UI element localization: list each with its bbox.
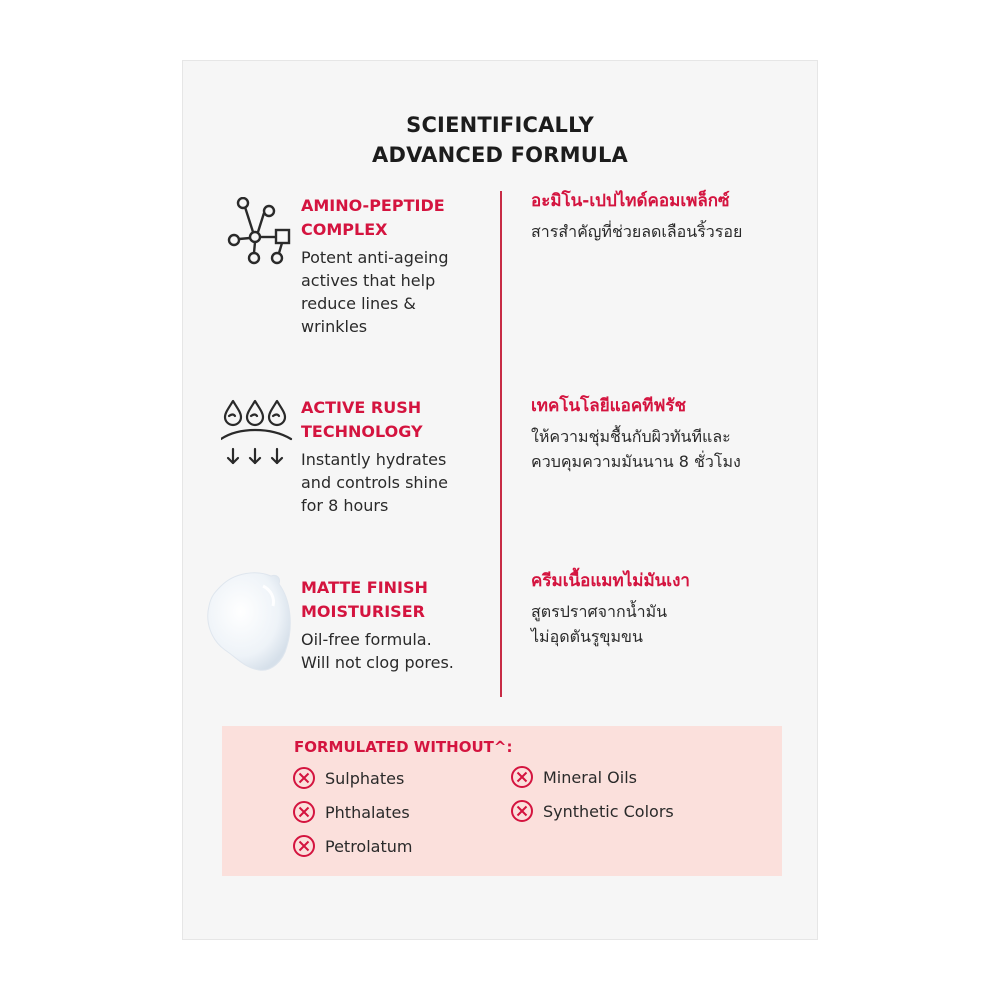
heading-line-1: SCIENTIFICALLY <box>406 113 594 137</box>
molecule-icon <box>221 197 301 269</box>
cross-circle-icon <box>510 765 534 789</box>
cream-swatch-icon <box>201 566 301 676</box>
cross-circle-icon <box>510 799 534 823</box>
without-item-phthalates <box>292 800 410 824</box>
formulated-without-panel <box>222 726 782 876</box>
without-item-label: Petrolatum <box>325 836 413 856</box>
feature-desc-matte-finish: Oil-free formula. Will not clog pores. <box>301 630 454 672</box>
without-item-label: Mineral Oils <box>543 767 637 787</box>
without-item-synthetic-colors <box>510 799 674 823</box>
without-item-mineral-oils <box>510 765 637 789</box>
thai-title-matte-finish: ครีมเนื้อแมทไม่มันเงา <box>531 571 690 591</box>
cross-circle-icon <box>292 800 316 824</box>
without-item-petrolatum <box>292 834 412 858</box>
product-info-card <box>182 60 818 940</box>
thai-title-amino-peptide: อะมิโน-เปปไทด์คอมเพล็กซ์ <box>531 191 730 211</box>
thai-title-active-rush: เทคโนโลยีแอคทีฟรัช <box>531 396 687 416</box>
feature-desc-active-rush: Instantly hydrates and controls shine for 8 hours <box>301 450 448 515</box>
without-item-label: Synthetic Colors <box>543 801 674 821</box>
cross-circle-icon <box>292 766 316 790</box>
without-item-sulphates <box>292 766 404 790</box>
without-item-label: Phthalates <box>325 802 410 822</box>
feature-title-active-rush: ACTIVE RUSH TECHNOLOGY <box>301 398 423 441</box>
without-item-label: Sulphates <box>325 768 405 788</box>
thai-desc-amino-peptide: สารสำคัญที่ช่วยลดเลือนริ้วรอย <box>531 222 743 241</box>
feature-desc-amino-peptide: Potent anti-ageing actives that help reduce lines & wrinkles <box>301 248 449 336</box>
column-divider <box>500 191 502 697</box>
thai-desc-active-rush: ให้ความชุ่มชื้นกับผิวทันทีและ ควบคุมความมันนาน 8 ชั่วโมง <box>531 427 741 471</box>
droplets-icon <box>221 399 293 469</box>
cross-circle-icon <box>292 834 316 858</box>
heading-line-2: ADVANCED FORMULA <box>372 143 628 167</box>
formulated-without-title: FORMULATED WITHOUT^: <box>294 738 513 756</box>
thai-desc-matte-finish: สูตรปราศจากน้ำมัน ไม่อุดตันรูขุมขน <box>531 602 668 646</box>
feature-title-amino-peptide: AMINO-PEPTIDE COMPLEX <box>301 196 445 239</box>
feature-title-matte-finish: MATTE FINISH MOISTURISER <box>301 578 428 621</box>
